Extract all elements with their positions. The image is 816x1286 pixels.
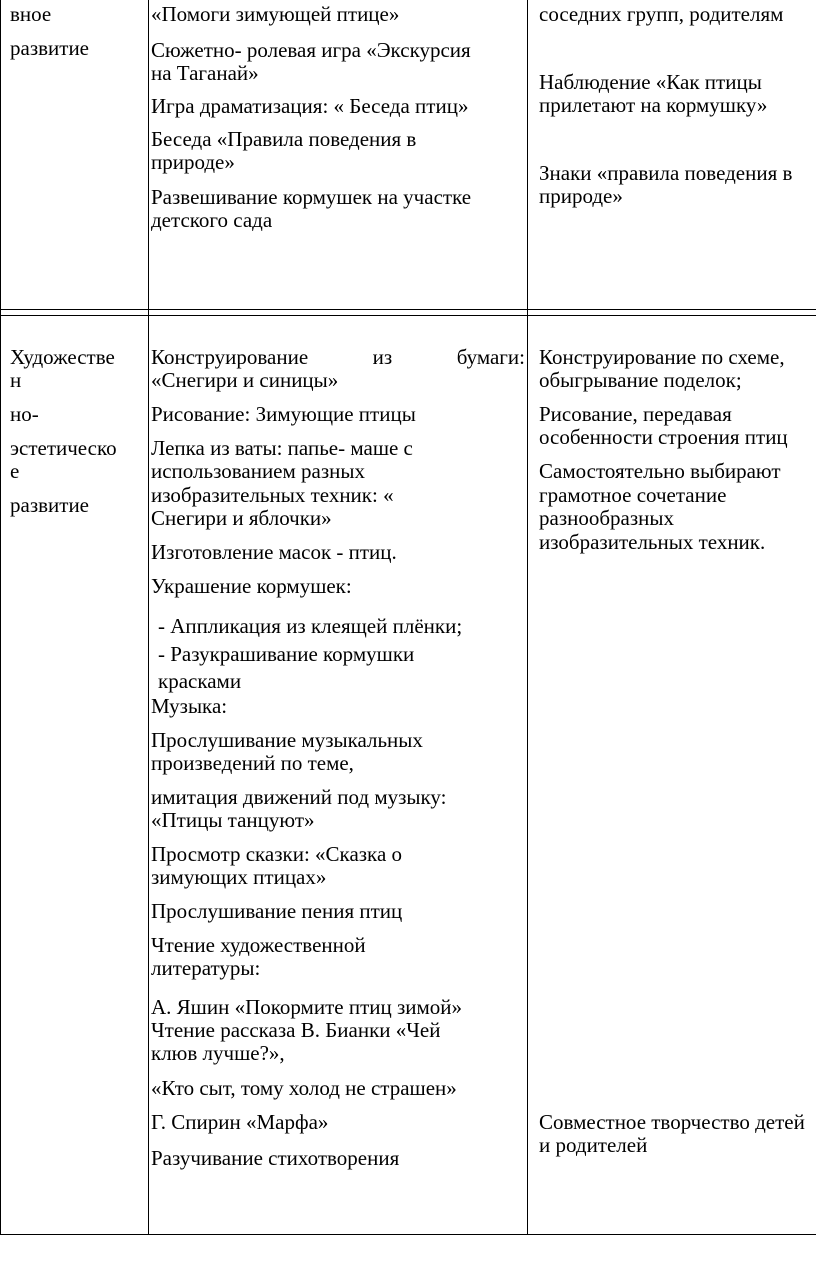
activity-line: Прослушивание музыкальных (151, 728, 423, 752)
activity-line: Г. Спирин «Марфа» (151, 1110, 329, 1134)
activity-line: Разучивание стихотворения (151, 1146, 400, 1170)
result-line: Наблюдение «Как птицы (539, 70, 762, 94)
activity-line: природе» (151, 150, 235, 174)
column-divider-left (0, 0, 1, 1235)
activity-line: Сюжетно- ролевая игра «Экскурсия (151, 38, 471, 62)
activity-line: Прослушивание пения птиц (151, 899, 403, 923)
activity-line: «Кто сыт, тому холод не страшен» (151, 1076, 457, 1100)
activity-line: Чтение художественной (151, 933, 366, 957)
result-line: Самостоятельно выбирают (539, 459, 781, 483)
result-line: соседних групп, родителям (539, 2, 784, 26)
activity-line: - Аппликация из клеящей плёнки; (158, 614, 463, 638)
activity-line: Развешивание кормушек на участке (151, 185, 472, 209)
activity-line: Музыка: (151, 694, 228, 718)
activity-word: из (372, 345, 393, 369)
result-line: разнообразных (539, 506, 675, 530)
activity-line: Игра драматизация: « Беседа птиц» (151, 94, 469, 118)
area-line: эстетическо (10, 436, 117, 460)
result-line: особенности строения птиц (539, 425, 788, 449)
result-line: Конструирование по схеме, (539, 345, 785, 369)
result-line: грамотное сочетание (539, 483, 727, 507)
row-divider-bottom (0, 315, 816, 316)
result-line: Знаки «правила поведения в (539, 161, 793, 185)
result-line: и родителей (539, 1133, 648, 1157)
activity-line: зимующих птицах» (151, 865, 327, 889)
area-line: е (10, 459, 20, 483)
result-line: Совместное творчество детей (539, 1110, 805, 1134)
result-line: изобразительных техник. (539, 530, 766, 554)
activity-line: на Таганай» (151, 61, 259, 85)
table-bottom-border (0, 1234, 816, 1235)
activity-line: Изготовление масок - птиц. (151, 540, 397, 564)
activity-line: Рисование: Зимующие птицы (151, 402, 416, 426)
area-line: развитие (10, 493, 90, 517)
activity-line: детского сада (151, 208, 273, 232)
activity-line: А. Яшин «Покормите птиц зимой» (151, 995, 463, 1019)
activity-line: Лепка из ваты: папье- маше с (151, 436, 413, 460)
activity-line: «Птицы танцуют» (151, 808, 315, 832)
activity-line: Беседа «Правила поведения в (151, 127, 417, 151)
area-line: вное (10, 2, 52, 26)
activity-line: «Снегири и синицы» (151, 368, 339, 392)
area-line: Художестве (10, 345, 115, 369)
activity-line: изобразительных техник: « (151, 483, 394, 507)
row-divider-top (0, 309, 816, 310)
activity-line: Снегири и яблочки» (151, 506, 332, 530)
result-line: Рисование, передавая (539, 402, 732, 426)
area-line: развитие (10, 36, 90, 60)
column-divider-2 (527, 0, 528, 1235)
activity-line: Чтение рассказа В. Бианки «Чей (151, 1018, 441, 1042)
activity-line: литературы: (151, 956, 261, 980)
result-line: обыгрывание поделок; (539, 368, 742, 392)
activity-line: красками (158, 669, 242, 693)
activity-word: бумаги: (456, 345, 525, 369)
activity-line: Украшение кормушек: (151, 574, 352, 598)
activity-line: произведений по теме, (151, 751, 354, 775)
activity-line: использованием разных (151, 459, 366, 483)
activity-line-justified (151, 345, 525, 369)
area-line: н (10, 368, 22, 392)
activity-line: клюв лучше?», (151, 1041, 285, 1065)
activity-line: Просмотр сказки: «Сказка о (151, 842, 403, 866)
activity-line: - Разукрашивание кормушки (158, 642, 415, 666)
activity-line: имитация движений под музыку: (151, 785, 447, 809)
area-line: но- (10, 402, 39, 426)
activity-word: Конструирование (151, 345, 309, 369)
activity-line: «Помоги зимующей птице» (151, 2, 400, 26)
column-divider-1 (148, 0, 149, 1235)
result-line: природе» (539, 184, 623, 208)
result-line: прилетают на кормушку» (539, 93, 768, 117)
